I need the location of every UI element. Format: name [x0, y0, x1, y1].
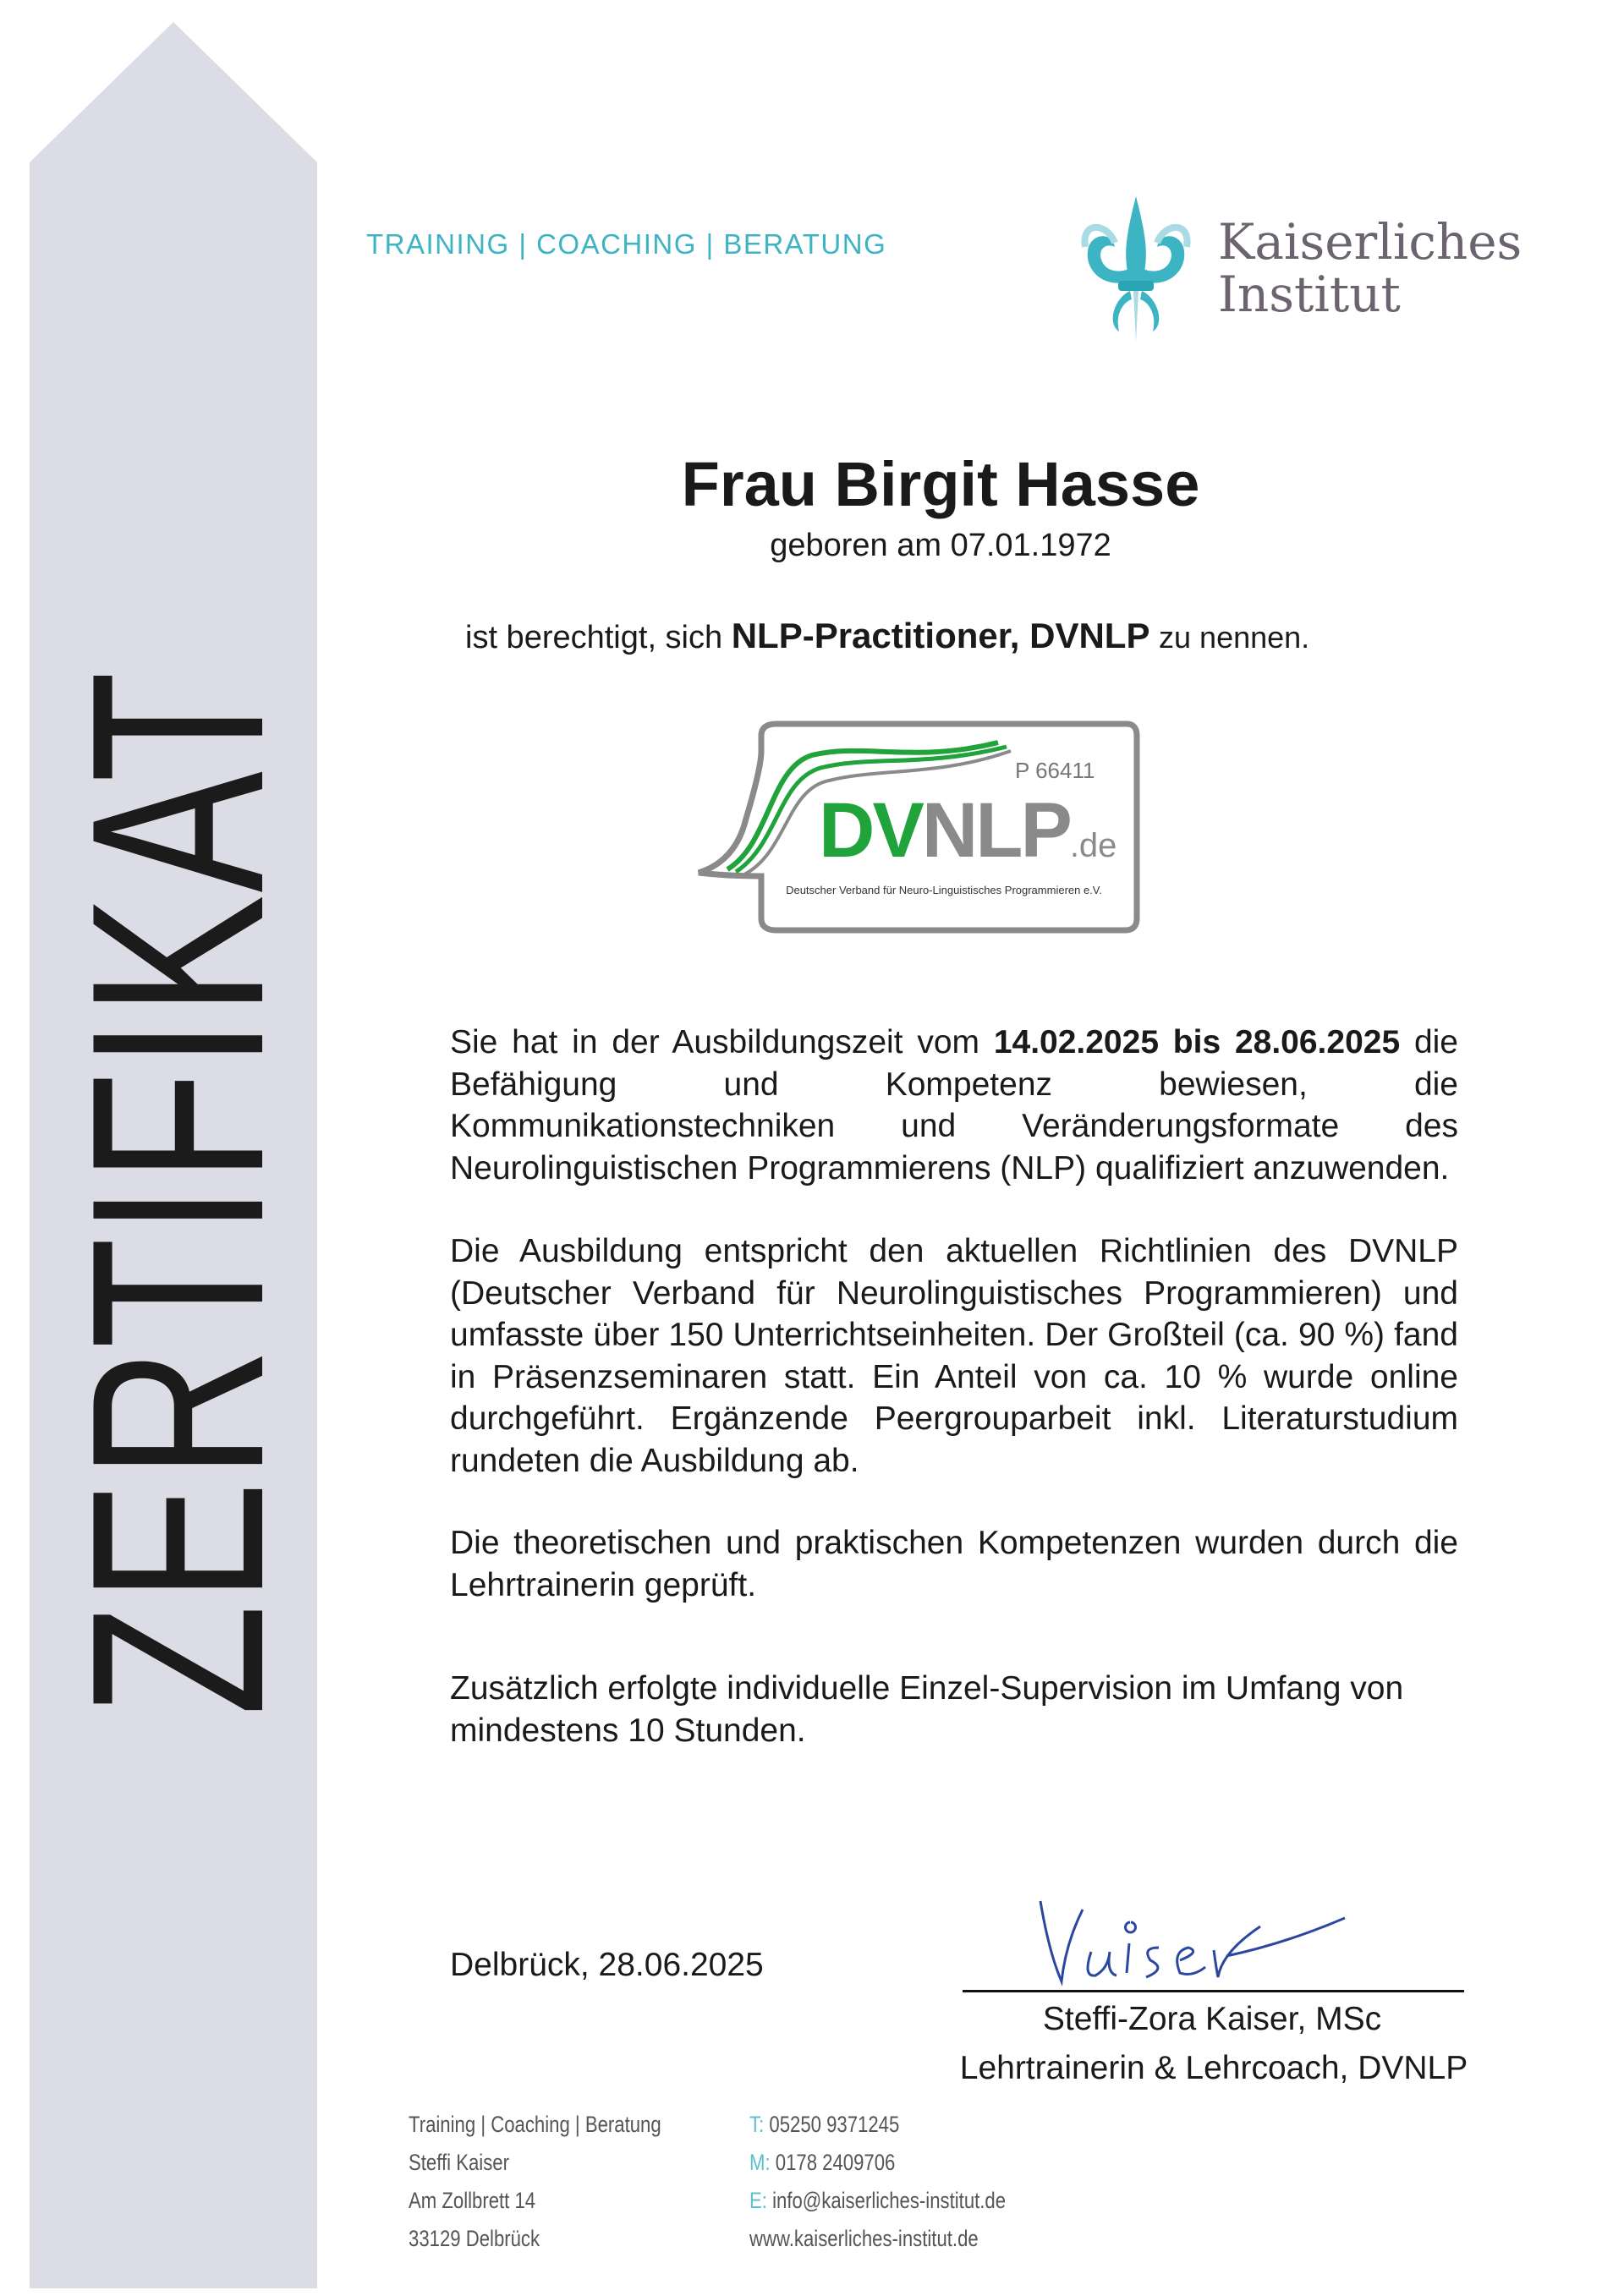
paragraph-examination: Die theoretischen und praktischen Kompetenzen wurden durch die Lehrtrainerin geprüft.	[450, 1525, 1458, 1603]
dvnlp-member-number: P 66411	[1015, 758, 1095, 783]
dvnlp-tld: .de	[1069, 827, 1117, 864]
dvnlp-nlp: NLP	[921, 787, 1070, 874]
footer-mobile: M: 0178 2409706	[749, 2150, 896, 2175]
signatory-name: Steffi-Zora Kaiser, MSc	[1042, 2001, 1382, 2037]
footer-website: www.kaiserliches-institut.de	[749, 2226, 979, 2251]
logo-text-line1: Kaiserliches	[1218, 213, 1522, 271]
paragraph-supervision: Zusätzlich erfolgte individuelle Einzel-Supervision im Umfang von mindestens 10 Stunden.	[450, 1670, 1404, 1749]
dvnlp-dv: DV	[819, 787, 922, 874]
entitlement-line	[465, 616, 1309, 656]
header-tagline: TRAINING | COACHING | BERATUNG	[366, 228, 887, 260]
footer-email: E: info@kaiserliches-institut.de	[749, 2188, 1007, 2213]
paragraph-guidelines: Die Ausbildung entspricht den aktuellen Richtlinien des DVNLP (Deutscher Verband für Neurolinguistisches Programmieren) und umfasste über 150 Unterrichtseinheiten. Der Großteil (ca. 90 %) fand in Präsenzseminaren statt. Ein Anteil von ca. 10 % wurde online durchgeführt. Ergänzende Peergrouparbeit inkl. Literaturstudium rundeten die Ausbildung ab.	[450, 1233, 1458, 1479]
place-date: Delbrück, 28.06.2025	[450, 1947, 764, 1983]
entitlement-post: zu nennen.	[1159, 620, 1310, 655]
footer-contact	[749, 2106, 1006, 2258]
paragraph-training-period: Sie hat in der Ausbildungszeit vom 14.02.2025 bis 28.06.2025 die Befähigung und Kompetenz bewiesen, die Kommunikationstechniken und Veränderungsformate des Neurolinguistischen Programmierens (NLP) qualifiziert anzuwenden.	[450, 1024, 1458, 1186]
dvnlp-subtitle: Deutscher Verband für Neuro-Linguistisches Programmieren e.V.	[786, 884, 1102, 896]
entitlement-title: NLP-Practitioner, DVNLP	[731, 616, 1150, 655]
signature-line	[963, 1990, 1464, 1992]
logo-text-line2: Institut	[1218, 266, 1401, 323]
dvnlp-logo	[694, 717, 1142, 937]
footer-phone: T: 05250 9371245	[749, 2112, 900, 2137]
recipient-birthdate: geboren am 07.01.1972	[770, 528, 1111, 563]
handwritten-signature	[1032, 1884, 1353, 1994]
recipient-name: Frau Birgit Hasse	[681, 449, 1200, 519]
entitlement-pre: ist berechtigt, sich	[465, 620, 723, 655]
fleur-de-lis-logo-icon	[1081, 196, 1191, 342]
signatory-role: Lehrtrainerin & Lehrcoach, DVNLP	[959, 2050, 1468, 2086]
footer-address: Training | Coaching | Beratung Steffi Kaiser Am Zollbrett 14 33129 Delbrück	[409, 2112, 661, 2251]
